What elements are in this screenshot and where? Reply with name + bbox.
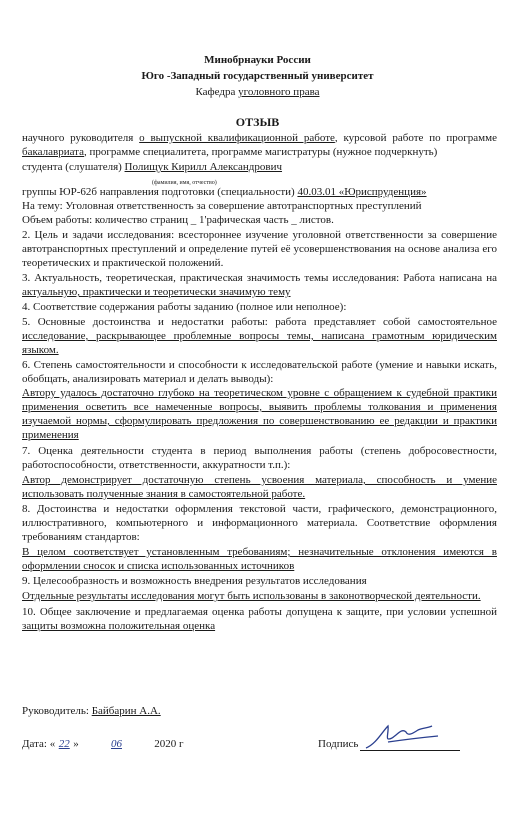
document-title: ОТЗЫВ	[235, 115, 280, 129]
s2-line: 2. Цель и задачи исследования: всестороннее изучение уголовной ответственности за совершение	[22, 229, 497, 241]
s6-line: применения осветить все намеченные вопросы, выявить проблемы толкования и применения	[22, 401, 497, 413]
s8-line: требованиям стандартов:	[22, 531, 140, 543]
student-line	[22, 161, 497, 174]
student-name: Полищук Кирилл Александрович	[124, 161, 283, 173]
s10-line: 10. Общее заключение и предлагаемая оценка работы допущена к защите, при условии успешной	[22, 606, 497, 618]
s7-line: 7. Оценка деятельности студента в период выполнения работы (степень добросовестности,	[22, 445, 497, 457]
s6-line: 6. Степень самостоятельности и способности к исследовательской работе (умение и навыки искать,	[22, 359, 497, 371]
s2-line: теоретических и практической положений.	[22, 257, 224, 269]
s6-line: изучаемой нормы, сформулировать предложения по совершенствованию ее редакции и практики	[22, 415, 497, 427]
work-type-underlined: о выпускной квалификационной работе	[139, 132, 335, 144]
topic-label: На тему:	[22, 200, 66, 212]
ministry-name: Минобрнауки России	[204, 54, 311, 66]
date-month: 06	[110, 738, 122, 750]
intro-line-1	[22, 132, 497, 145]
s4-line: 4. Соответствие содержания работы заданию (полное или неполное):	[22, 301, 347, 313]
s9-line: 9. Целесообразность и возможность внедрения результатов исследования	[22, 575, 367, 587]
s7-line: работоспособности, ответственности, аккуратности т.п.):	[22, 459, 291, 471]
date-year: 2020 г	[151, 738, 184, 750]
intro-text: , курсовой работе по программе	[334, 132, 497, 144]
s5-line: 5. Основные достоинства и недостатки работы: работа представляет собой самостоятельное	[22, 316, 497, 328]
signature-icon	[362, 722, 442, 752]
student-label: студента (слушателя)	[22, 161, 125, 173]
group-label: группы ЮР-62б направления подготовки (специальности)	[22, 186, 298, 198]
supervisor-label: Руководитель:	[22, 705, 92, 717]
s7-line: Автор демонстрирует достаточную степень усвоения материала, способность и умение	[22, 474, 497, 486]
s7-line: использовать полученные знания в самостоятельной работе.	[22, 488, 306, 500]
s5-line: языком.	[22, 344, 59, 356]
program-underlined: бакалавриата	[22, 146, 85, 158]
s9-line: Отдельные результаты исследования могут быть использованы в законотворческой деятельности.	[22, 590, 481, 602]
date-day: 22	[58, 738, 70, 750]
date-sep: »	[73, 738, 82, 750]
s2-line: автотранспортных преступлений и определение путей её усовершенствования на основе анализа его	[22, 243, 497, 255]
department-prefix: Кафедра	[195, 86, 239, 98]
department	[0, 86, 515, 99]
supervisor-name: Байбарин А.А.	[91, 705, 161, 717]
s5-line: исследование, раскрывающее проблемные вопросы темы, написана грамотным юридическим	[22, 330, 497, 342]
volume-line: Объем работы: количество страниц _ 1'рафическая часть _ листов.	[22, 214, 334, 226]
university-name: Юго -Западный государственный университет	[141, 70, 374, 82]
date-label: Дата: «	[22, 738, 56, 750]
s3-line: 3. Актуальность, теоретическая, практическая значимость темы исследования: Работа написана на	[22, 272, 497, 284]
s10-line: защиты возможна положительная оценка	[22, 620, 216, 632]
s3-line: актуальную, практически и теоретически значимую тему	[22, 286, 291, 298]
intro-text: научного руководителя	[22, 132, 140, 144]
s6-line: Автору удалось достаточно глубоко на теоретическом уровне с обращением к судебной практики	[22, 387, 497, 399]
s8-line: В целом соответствует установленным требованиям; незначительные отклонения имеются в	[22, 546, 497, 558]
sign-label: Подпись	[318, 738, 359, 750]
topic: Уголовная ответственность за совершение автотранспортных преступлений	[65, 200, 422, 212]
topic-line	[22, 200, 497, 213]
s8-line: 8. Достоинства и недостатки оформления текстовой части, графического, демонстрационного,	[22, 503, 497, 515]
supervisor-line	[22, 705, 497, 718]
direction: 40.03.01 «Юриспруденция»	[297, 186, 427, 198]
intro-text: , программе специалитета, программе магистратуры (нужное подчеркнуть)	[84, 146, 438, 158]
s8-line: оформлении сносок и списка использованных источников	[22, 560, 295, 572]
group-line	[22, 186, 497, 199]
department-name: уголовного права	[238, 86, 320, 98]
s6-line: обобщать, анализировать материал и делать выводы):	[22, 373, 274, 385]
intro-line-2	[22, 146, 497, 159]
s6-line: применения	[22, 429, 79, 441]
s8-line: иллюстративного, компьютерного и информационного материала. Соответствие оформления	[22, 517, 497, 529]
name-hint: (фамилия, имя, отчество)	[152, 180, 217, 186]
